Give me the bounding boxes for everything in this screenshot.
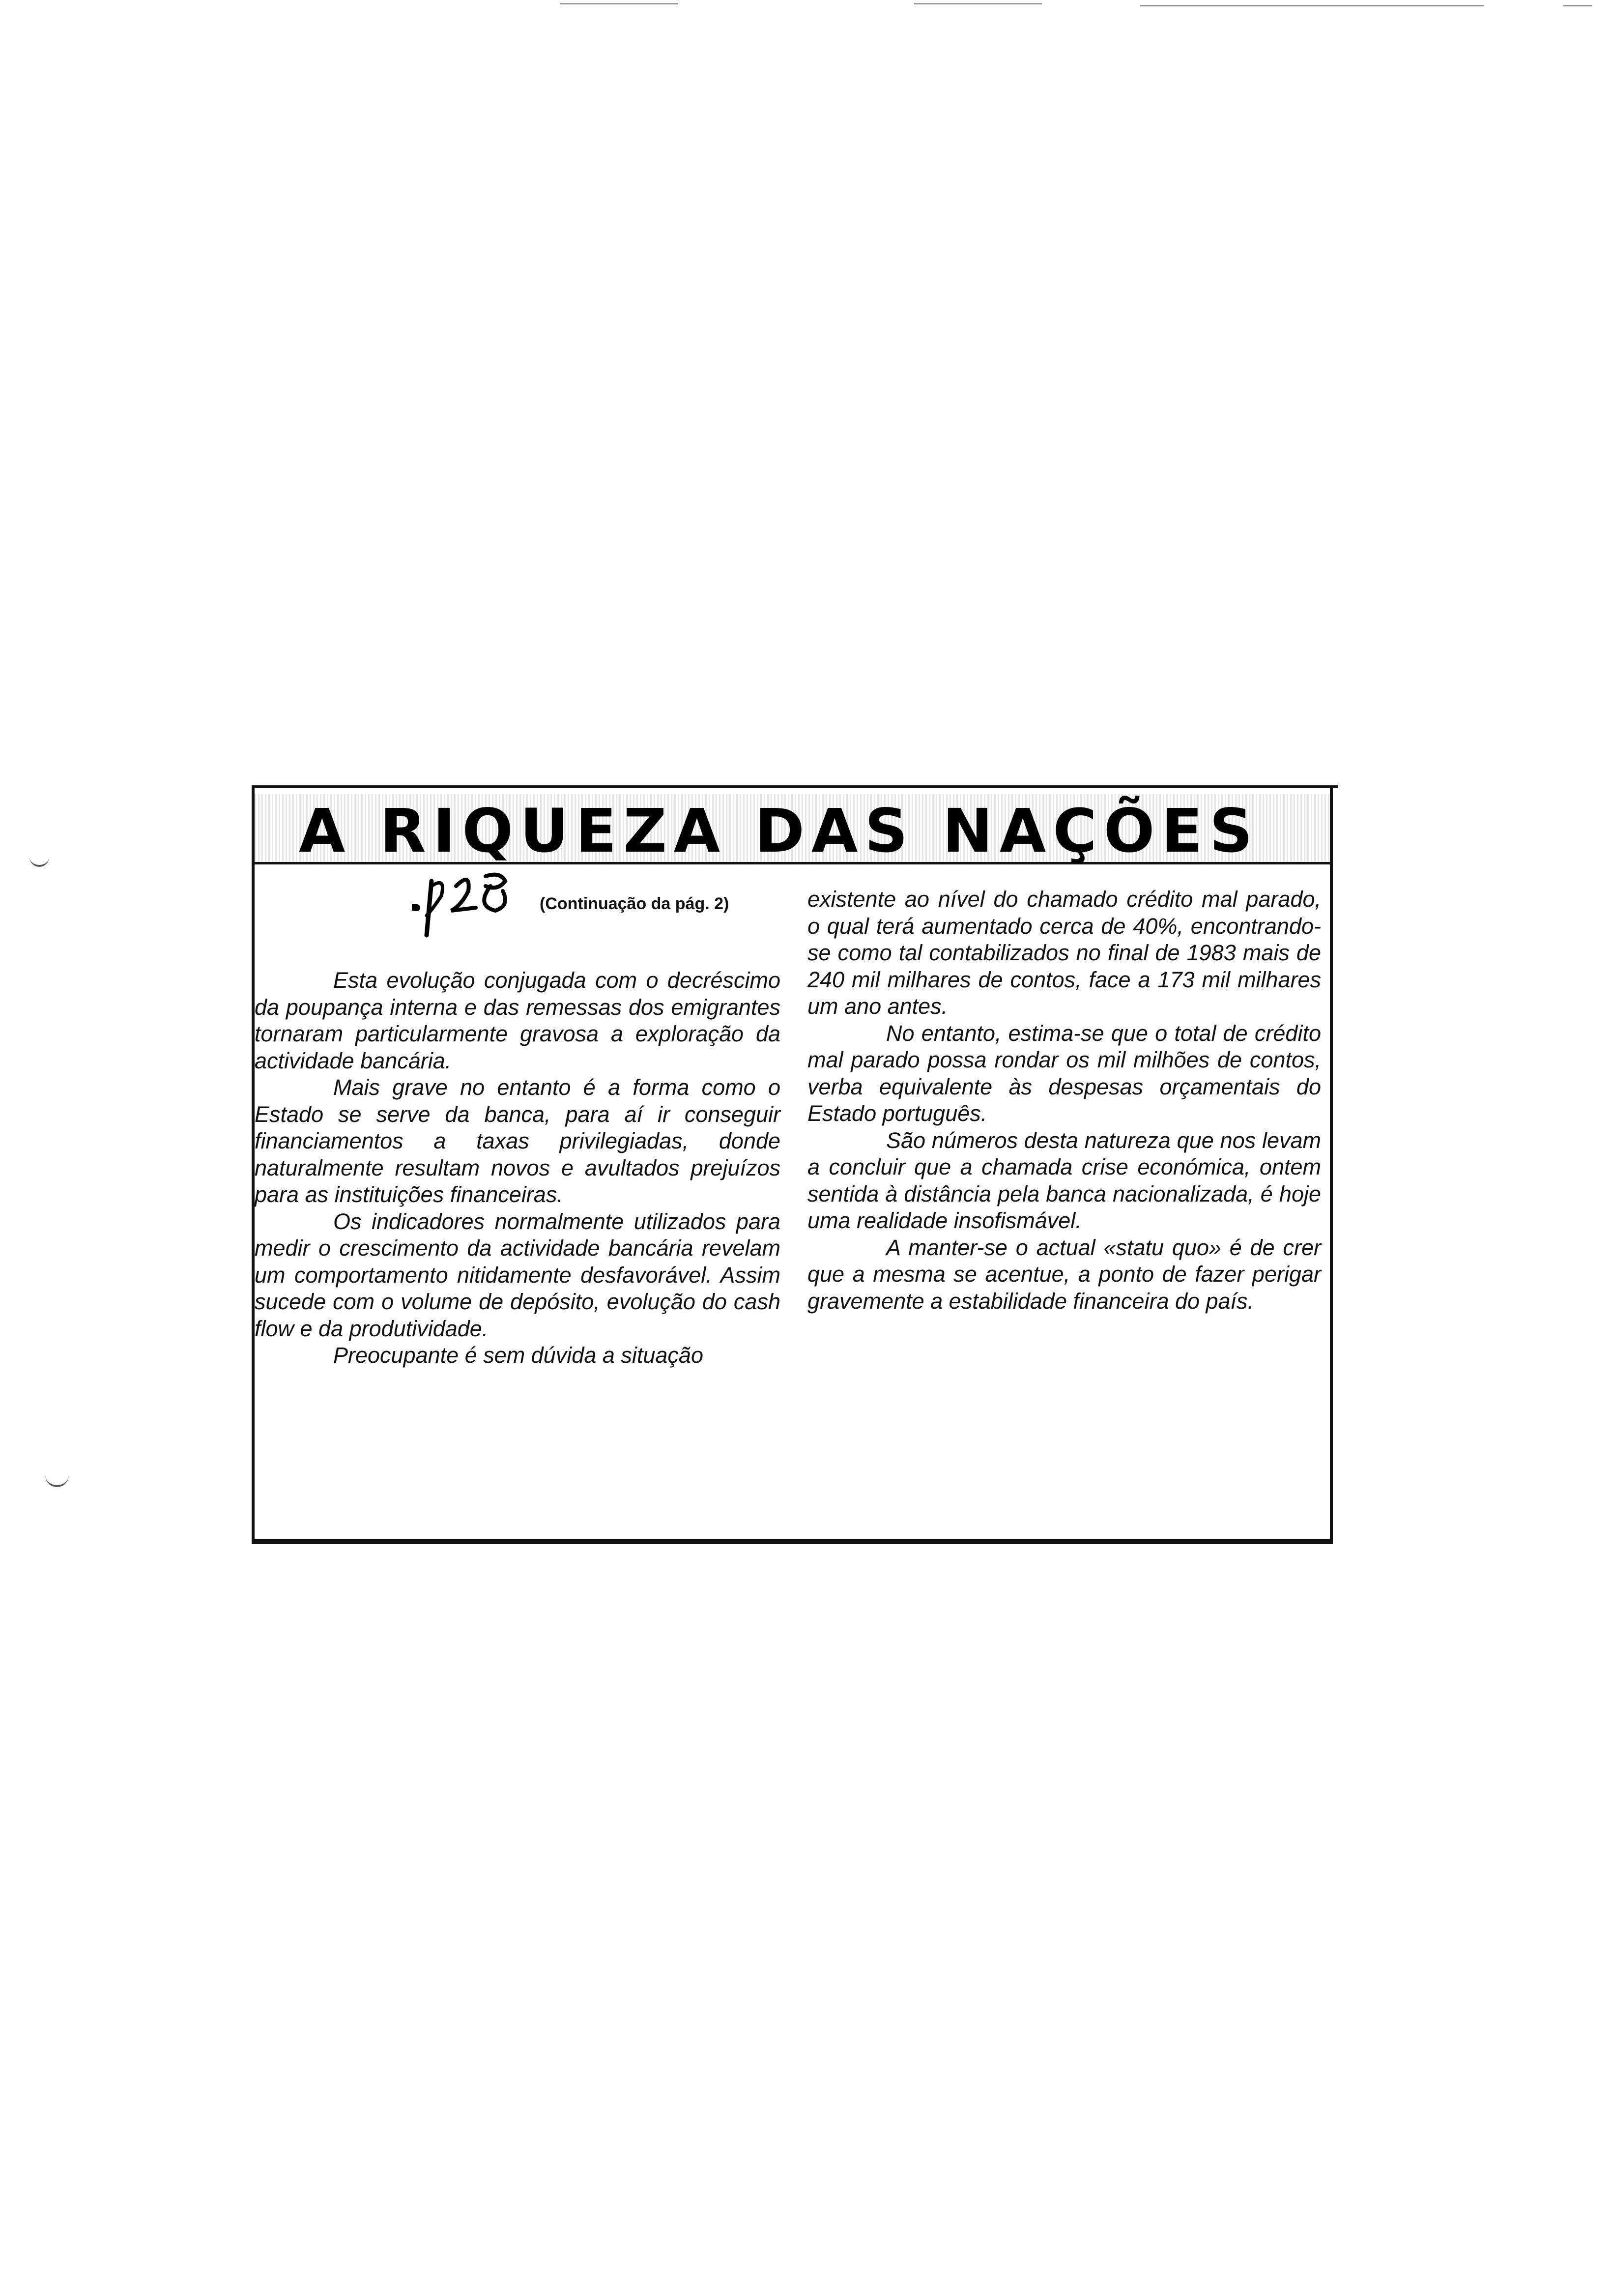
paragraph: Os indicadores normalmente utilizados para medir o crescimento da actividade bancária revelam um comportamento nitidamente desfavorável. Assim sucede com o volume de depósito, evolução do cash flow e da produtividade. <box>255 1208 780 1341</box>
scan-artifact-line <box>1140 5 1484 6</box>
headline-band <box>255 794 1330 864</box>
handwritten-annotation <box>412 857 530 940</box>
scan-artifact-line <box>1563 5 1592 6</box>
continuation-note: (Continuação da pág. 2) <box>540 894 729 913</box>
scan-artifact-mark <box>29 855 49 867</box>
paragraph: Esta evolução conjugada com o decréscimo da poupança interna e das remessas dos emigrantes tornaram particularmente gravosa a exploração da actividade bancária. <box>255 968 780 1073</box>
scan-artifact-mark <box>45 1474 69 1487</box>
scan-artifact-line <box>560 3 678 4</box>
paragraph: existente ao nível do chamado crédito mal parado, o qual terá aumentado cerca de 40%, encontrando-se como tal contabilizados no final de 1983 mais de 240 mil milhares de contos, face a 173 mil milhares um ano antes. <box>807 887 1321 1019</box>
scan-artifact-line <box>914 3 1042 4</box>
article-headline: A RIQUEZA DAS NAÇÕES <box>299 796 1260 866</box>
paragraph: A manter-se o actual «statu quo» é de crer que a mesma se acentue, a ponto de fazer perigar gravemente a estabilidade financeira do país. <box>807 1234 1321 1314</box>
article-column-left <box>255 967 780 1369</box>
paragraph: Mais grave no entanto é a forma como o Estado se serve da banca, para aí ir conseguir financiamentos a taxas privilegiadas, donde naturalmente resultam novos e avultados prejuízos para as instituições financeiras. <box>255 1075 780 1207</box>
newspaper-clipping <box>252 785 1333 1544</box>
paragraph: São números desta natureza que nos levam a concluir que a chamada crise económica, ontem sentida à distância pela banca nacionalizada, é hoje uma realidade insofismável. <box>807 1127 1321 1233</box>
paragraph: No entanto, estima-se que o total de crédito mal parado possa rondar os mil milhões de contos, verba equivalente às despesas orçamentais do Estado português. <box>807 1020 1321 1126</box>
article-column-right <box>807 886 1321 1315</box>
paragraph: Preocupante é sem dúvida a situação <box>333 1343 703 1368</box>
